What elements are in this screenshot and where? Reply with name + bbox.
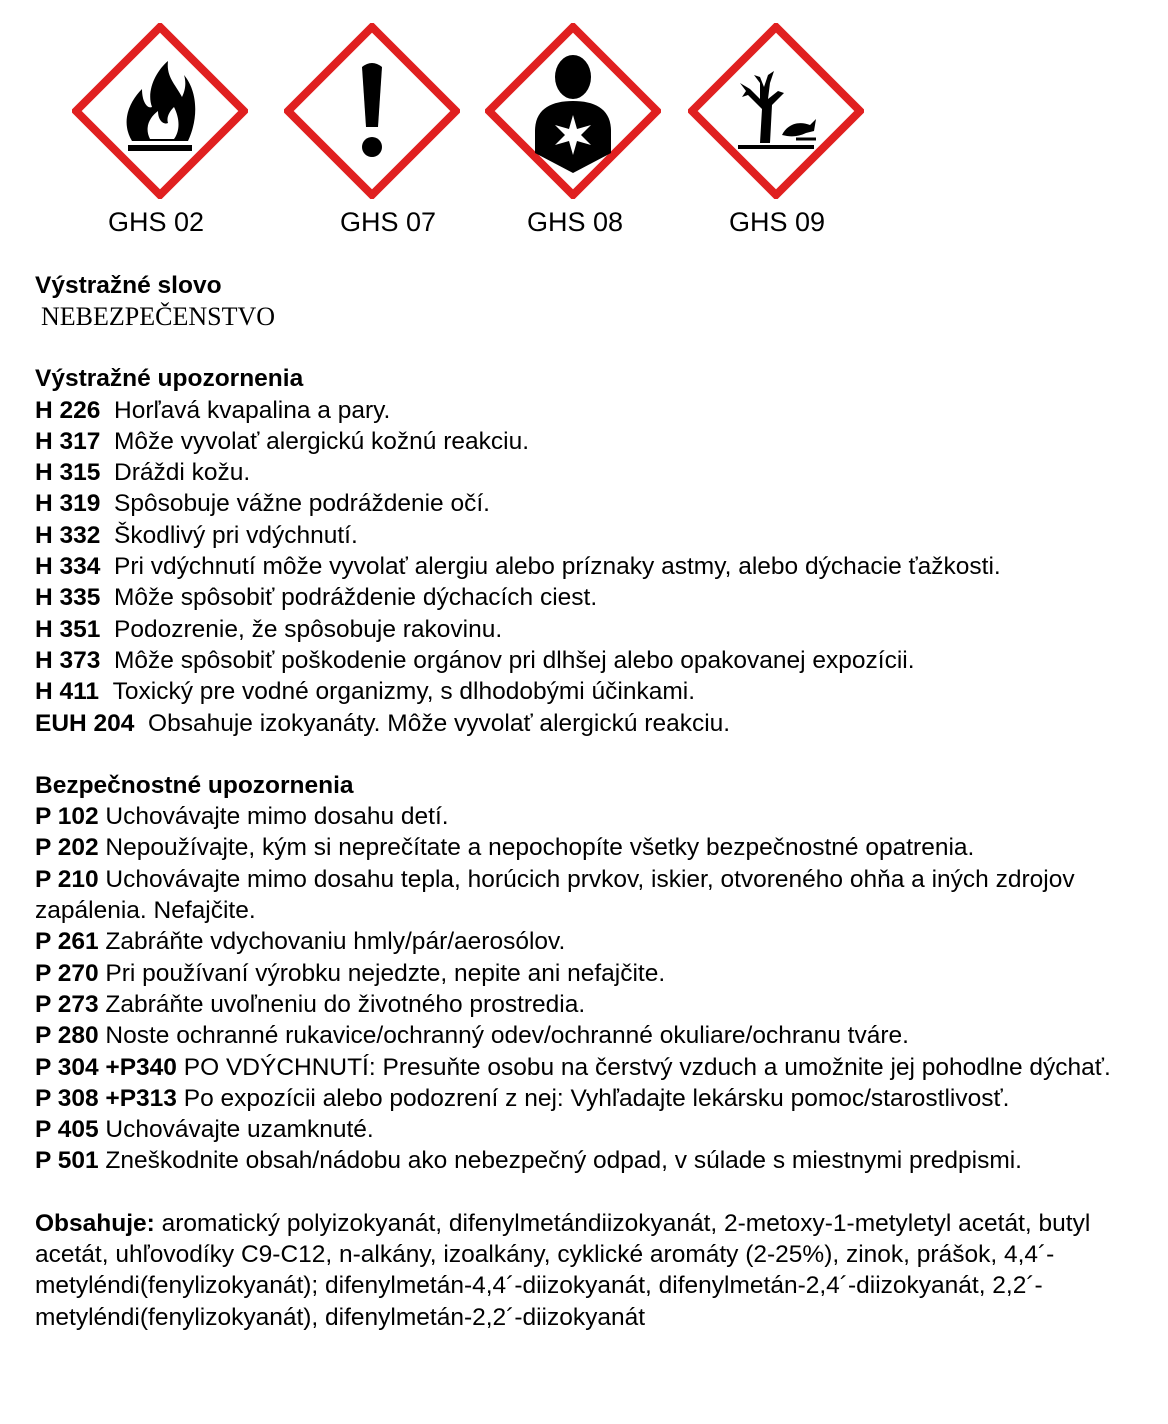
label-text: [35, 270, 1145, 1333]
flame-icon: [72, 23, 248, 199]
statement-text: Uchovávajte mimo dosahu detí.: [105, 803, 449, 831]
precaution-statement: [35, 1083, 1145, 1114]
statement-code: H 332: [35, 521, 101, 549]
statement-code: P 501: [35, 1147, 99, 1175]
ghs09-label: GHS 09: [728, 207, 826, 237]
statement-text: Noste ochranné rukavice/ochranný odev/ochranné okuliare/ochranu tváre.: [105, 1022, 909, 1050]
statement-code: H 317: [35, 427, 101, 455]
contains-paragraph: [35, 1208, 1145, 1333]
precaution-statement: [35, 801, 1145, 832]
statement-code: EUH 204: [35, 709, 135, 737]
statement-code: P 202: [35, 834, 99, 862]
hazard-statement: [35, 582, 1145, 613]
statement-code: H 226: [35, 396, 101, 424]
statement-code: H 351: [35, 615, 101, 643]
hazard-statement: [35, 395, 1145, 426]
statement-text: Spôsobuje vážne podráždenie očí.: [114, 490, 490, 518]
statement-code: H 373: [35, 646, 101, 674]
statement-text: Horľavá kvapalina a pary.: [114, 396, 391, 424]
hazard-statement: [35, 457, 1145, 488]
hazard-statement: [35, 645, 1145, 676]
statement-text: Nepoužívajte, kým si neprečítate a nepochopíte všetky bezpečnostné opatrenia.: [105, 834, 975, 862]
statement-code: P 210: [35, 865, 99, 893]
signal-word: NEBEZPEČENSTVO: [41, 302, 275, 332]
statement-code: P 304 +P340: [35, 1053, 177, 1081]
ghs02-pictogram: [72, 23, 248, 199]
statement-text: Uchovávajte uzamknuté.: [105, 1116, 374, 1144]
precaution-statement: [35, 864, 1145, 927]
precaution-statement: [35, 1114, 1145, 1145]
hazard-statement: [35, 520, 1145, 551]
precaution-statement: [35, 989, 1145, 1020]
hazard-statement: [35, 708, 1145, 739]
precaution-statement: [35, 1052, 1145, 1083]
statement-text: Dráždi kožu.: [114, 459, 251, 487]
hazard-statement: [35, 676, 1145, 707]
contains-text: aromatický polyizokyanát, difenylmetándiizokyanát, 2-metoxy-1-metyletyl acetát, butyl acetát, uhľovodíky C9-C12, n-alkány, izoalkány, cyklické aromáty (2-25%), zinok, prášok, 4,4´-metyléndi(fenylizokyanát); difenylmetán-4,4´-diizokyanát, difenylmetán-2,4´-diizokyanát, 2,2´-metyléndi(fenylizokyanát), difenylmetán-2,2´-diizokyanát: [35, 1209, 1091, 1331]
precaution-statement: [35, 832, 1145, 863]
statement-text: Toxický pre vodné organizmy, s dlhodobými účinkami.: [112, 678, 696, 706]
ghs07-pictogram: [284, 23, 460, 199]
contains-label: Obsahuje:: [35, 1209, 155, 1237]
statement-text: Môže vyvolať alergickú kožnú reakciu.: [114, 427, 529, 455]
health-hazard-icon: [485, 23, 661, 199]
hazard-statement: [35, 551, 1145, 582]
statement-code: P 261: [35, 928, 99, 956]
statement-code: H 335: [35, 584, 101, 612]
statement-text: Môže spôsobiť podráždenie dýchacích ciest.: [114, 584, 598, 612]
statement-text: PO VDÝCHNUTÍ: Presuňte osobu na čerstvý vzduch a umožnite jej pohodlne dýchať.: [183, 1053, 1111, 1081]
ghs08-label: GHS 08: [526, 207, 624, 237]
statement-text: Podozrenie, že spôsobuje rakovinu.: [114, 615, 503, 643]
statement-code: H 334: [35, 553, 101, 581]
signal-word-heading: Výstražné slovo: [35, 272, 222, 299]
hazard-statement: [35, 488, 1145, 519]
statement-code: P 273: [35, 990, 99, 1018]
ghs02-label: GHS 02: [107, 207, 205, 237]
statement-code: P 102: [35, 803, 99, 831]
ghs07-label: GHS 07: [339, 207, 437, 237]
statement-text: Škodlivý pri vdýchnutí.: [114, 521, 358, 549]
statement-code: H 319: [35, 490, 101, 518]
hazard-statement: [35, 614, 1145, 645]
statement-text: Uchovávajte mimo dosahu tepla, horúcich prvkov, iskier, otvoreného ohňa a iných zdrojov zapálenia. Nefajčite.: [35, 865, 1075, 925]
precautionary-statements-heading: Bezpečnostné upozornenia: [35, 771, 354, 799]
precautionary-statements-list: [35, 801, 1145, 1177]
statement-text: Zneškodnite obsah/nádobu ako nebezpečný odpad, v súlade s miestnymi predpismi.: [105, 1147, 1022, 1175]
statement-text: Pri používaní výrobku nejedzte, nepite ani nefajčite.: [105, 959, 666, 987]
statement-text: Zabráňte vdychovaniu hmly/pár/aerosólov.: [105, 928, 566, 956]
statement-code: P 405: [35, 1116, 99, 1144]
hazard-statement: [35, 426, 1145, 457]
hazard-statements-heading: Výstražné upozornenia: [35, 365, 304, 393]
statement-code: H 315: [35, 459, 101, 487]
statement-code: H 411: [35, 678, 100, 706]
ghs09-pictogram: [688, 23, 864, 199]
precaution-statement: [35, 1020, 1145, 1051]
statement-code: P 308 +P313: [35, 1084, 177, 1112]
statement-text: Po expozícii alebo podozrení z nej: Vyhľadajte lekársku pomoc/starostlivosť.: [183, 1084, 1010, 1112]
precaution-statement: [35, 926, 1145, 957]
pictogram-row: [0, 0, 1168, 250]
statement-text: Obsahuje izokyanáty. Môže vyvolať alergickú reakciu.: [148, 709, 731, 737]
statement-text: Zabráňte uvoľneniu do životného prostredia.: [105, 990, 586, 1018]
hazard-statements-list: [35, 395, 1145, 739]
statement-code: P 280: [35, 1022, 99, 1050]
statement-code: P 270: [35, 959, 99, 987]
ghs08-pictogram: [485, 23, 661, 199]
statement-text: Pri vdýchnutí môže vyvolať alergiu alebo príznaky astmy, alebo dýchacie ťažkosti.: [114, 553, 1001, 581]
precaution-statement: [35, 958, 1145, 989]
precaution-statement: [35, 1145, 1145, 1176]
environment-icon: [688, 23, 864, 199]
statement-text: Môže spôsobiť poškodenie orgánov pri dlhšej alebo opakovanej expozícii.: [114, 646, 915, 674]
exclamation-mark-icon: [284, 23, 460, 199]
